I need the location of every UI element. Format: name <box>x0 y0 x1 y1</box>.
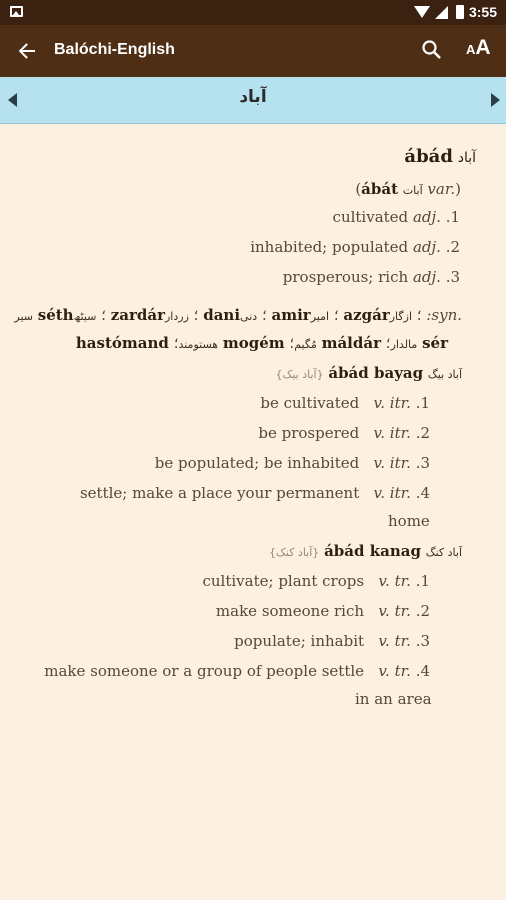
current-word: آباد <box>239 87 267 107</box>
sub-entry-1-sense-4-cont: home <box>388 512 430 530</box>
sub-entry-2-sense-3: populate; inhabit v. tr. .3 <box>234 632 430 650</box>
font-size-small-label: A <box>466 42 476 57</box>
word-navigation-bar <box>0 77 506 124</box>
sense-3: prosperous; rich adj. .3 <box>282 268 460 286</box>
variant-line: (ábát آبات var.) <box>355 180 461 198</box>
search-icon[interactable] <box>420 38 444 62</box>
headword-arabic: آباد <box>457 150 476 166</box>
sub-entry-2-sense-1: cultivate; plant crops v. tr. .1 <box>202 572 430 590</box>
back-arrow-icon[interactable] <box>14 38 40 64</box>
font-size-button[interactable] <box>466 36 496 64</box>
battery-icon <box>456 5 464 19</box>
status-time: 3:55 <box>468 4 497 20</box>
signal-icon <box>435 6 448 19</box>
synonyms-line-2: hastómand هستومند؛ mogém مُگیم؛ máldár مالدار؛ sér <box>75 334 448 352</box>
sense-2: inhabited; populated adj. .2 <box>250 238 460 256</box>
sub-entry-2-header: {آباد کنک} ábád kanag آباد کنگ <box>269 542 462 560</box>
sub-entry-2-sense-2: make someone rich v. tr. .2 <box>215 602 430 620</box>
variant-label: var. <box>427 180 456 198</box>
font-size-big-label: A <box>475 36 491 59</box>
synonyms-line-1: سیر séth ؛ سیٹھ zardár ؛ زردار dani ؛ دنی amir ؛ امیر azgár ؛ ازگار :syn. <box>14 306 462 324</box>
next-word-icon[interactable] <box>491 93 500 107</box>
sub-entry-1-sense-3: be populated; be inhabited v. itr. .3 <box>154 454 430 472</box>
sub-entry-1-sense-4: settle; make a place your permanent v. itr. .4 <box>79 484 430 502</box>
variant-arabic: آبات <box>402 184 423 197</box>
wifi-icon <box>414 6 430 18</box>
sub-entry-2-sense-4: make someone or a group of people settle v. tr. .4 <box>44 662 430 680</box>
sub-entry-1-header: {آباد بیک} ábád bayag آباد بیگ <box>275 364 462 382</box>
sub-entry-1-sense-1: be cultivated v. itr. .1 <box>260 394 430 412</box>
variant-word: ábát <box>361 180 399 198</box>
image-notification-icon <box>10 6 23 17</box>
sense-1: cultivated adj. .1 <box>332 208 460 226</box>
app-bar <box>0 25 506 77</box>
sub-entry-2-sense-4-cont: in an area <box>355 690 432 708</box>
sub-entry-1-sense-2: be prospered v. itr. .2 <box>258 424 430 442</box>
headword-line <box>404 146 476 167</box>
status-bar <box>0 0 506 25</box>
headword: ábád <box>404 146 453 167</box>
app-title: Balóchi-English <box>54 41 175 58</box>
